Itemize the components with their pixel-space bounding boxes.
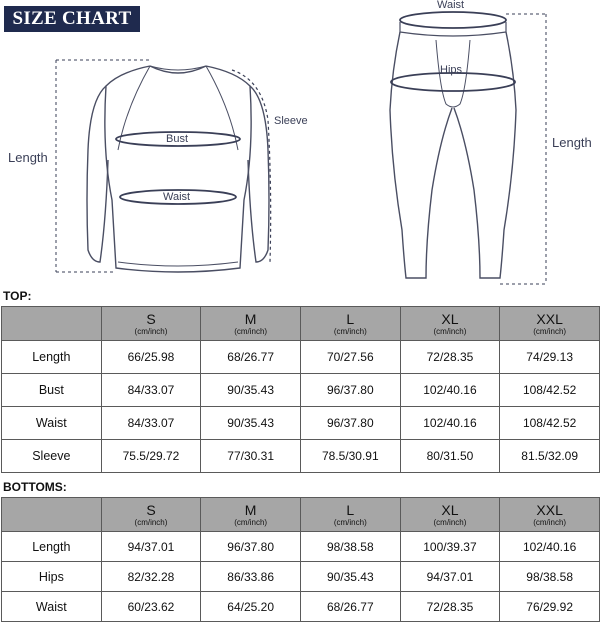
table-cell: 70/27.56 bbox=[300, 341, 400, 374]
table-cell: 77/30.31 bbox=[201, 440, 301, 473]
size-header-l: L (cm/inch) bbox=[300, 498, 400, 532]
size-header-xl: XL (cm/inch) bbox=[400, 307, 500, 341]
table-cell: 82/32.28 bbox=[101, 562, 201, 592]
size-header-m: M (cm/inch) bbox=[201, 307, 301, 341]
table-row bbox=[2, 407, 600, 440]
bust-label: Bust bbox=[166, 133, 189, 145]
table-cell: 108/42.52 bbox=[500, 407, 600, 440]
shirt-illustration bbox=[87, 66, 269, 272]
leggings-length-label: Length bbox=[552, 135, 592, 150]
table-cell: 96/37.80 bbox=[300, 407, 400, 440]
corner-cell bbox=[2, 498, 102, 532]
table-cell: 102/40.16 bbox=[400, 374, 500, 407]
table-cell: 75.5/29.72 bbox=[101, 440, 201, 473]
table-cell: 90/35.43 bbox=[201, 407, 301, 440]
table-row bbox=[2, 440, 600, 473]
garment-diagram bbox=[0, 0, 600, 290]
bottoms-section-title: BOTTOMS: bbox=[3, 480, 67, 494]
size-header-s: S (cm/inch) bbox=[101, 307, 201, 341]
size-header-l: L (cm/inch) bbox=[300, 307, 400, 341]
table-cell: 98/38.58 bbox=[500, 562, 600, 592]
table-cell: 98/38.58 bbox=[300, 532, 400, 562]
size-header-xxl: XXL (cm/inch) bbox=[500, 307, 600, 341]
table-cell: 72/28.35 bbox=[400, 592, 500, 622]
table-cell: 60/23.62 bbox=[101, 592, 201, 622]
table-cell: 76/29.92 bbox=[500, 592, 600, 622]
leggings-length-measure bbox=[500, 14, 546, 284]
table-cell: 90/35.43 bbox=[201, 374, 301, 407]
row-label: Waist bbox=[2, 407, 102, 440]
table-cell: 84/33.07 bbox=[101, 407, 201, 440]
table-cell: 74/29.13 bbox=[500, 341, 600, 374]
table-cell: 90/35.43 bbox=[300, 562, 400, 592]
hips-label: Hips bbox=[440, 64, 463, 76]
table-row bbox=[2, 374, 600, 407]
table-cell: 86/33.86 bbox=[201, 562, 301, 592]
row-label: Hips bbox=[2, 562, 102, 592]
table-cell: 68/26.77 bbox=[300, 592, 400, 622]
row-label: Waist bbox=[2, 592, 102, 622]
table-row bbox=[2, 532, 600, 562]
row-label: Bust bbox=[2, 374, 102, 407]
table-row bbox=[2, 341, 600, 374]
table-cell: 102/40.16 bbox=[500, 532, 600, 562]
sleeve-label: Sleeve bbox=[274, 115, 308, 127]
table-row bbox=[2, 562, 600, 592]
table-row bbox=[2, 592, 600, 622]
table-cell: 66/25.98 bbox=[101, 341, 201, 374]
table-cell: 68/26.77 bbox=[201, 341, 301, 374]
table-cell: 80/31.50 bbox=[400, 440, 500, 473]
row-label: Length bbox=[2, 341, 102, 374]
table-header-row bbox=[2, 498, 600, 532]
size-header-s: S (cm/inch) bbox=[101, 498, 201, 532]
leggings-illustration bbox=[390, 12, 516, 278]
shirt-waist-label: Waist bbox=[163, 191, 191, 203]
size-header-xxl: XXL (cm/inch) bbox=[500, 498, 600, 532]
table-cell: 72/28.35 bbox=[400, 341, 500, 374]
row-label: Sleeve bbox=[2, 440, 102, 473]
table-cell: 96/37.80 bbox=[201, 532, 301, 562]
table-cell: 81.5/32.09 bbox=[500, 440, 600, 473]
size-chart-badge: SIZE CHART bbox=[4, 6, 140, 32]
corner-cell bbox=[2, 307, 102, 341]
table-header-row bbox=[2, 307, 600, 341]
table-cell: 94/37.01 bbox=[400, 562, 500, 592]
table-cell: 100/39.37 bbox=[400, 532, 500, 562]
size-header-m: M (cm/inch) bbox=[201, 498, 301, 532]
shirt-length-label: Length bbox=[8, 150, 48, 165]
row-label: Length bbox=[2, 532, 102, 562]
top-size-table bbox=[1, 306, 600, 473]
bottoms-size-table bbox=[1, 497, 600, 622]
size-header-xl: XL (cm/inch) bbox=[400, 498, 500, 532]
table-cell: 94/37.01 bbox=[101, 532, 201, 562]
top-section-title: TOP: bbox=[3, 289, 32, 303]
table-cell: 78.5/30.91 bbox=[300, 440, 400, 473]
table-cell: 84/33.07 bbox=[101, 374, 201, 407]
table-cell: 96/37.80 bbox=[300, 374, 400, 407]
table-cell: 108/42.52 bbox=[500, 374, 600, 407]
leggings-waist-label: Waist bbox=[437, 0, 465, 11]
table-cell: 102/40.16 bbox=[400, 407, 500, 440]
table-cell: 64/25.20 bbox=[201, 592, 301, 622]
